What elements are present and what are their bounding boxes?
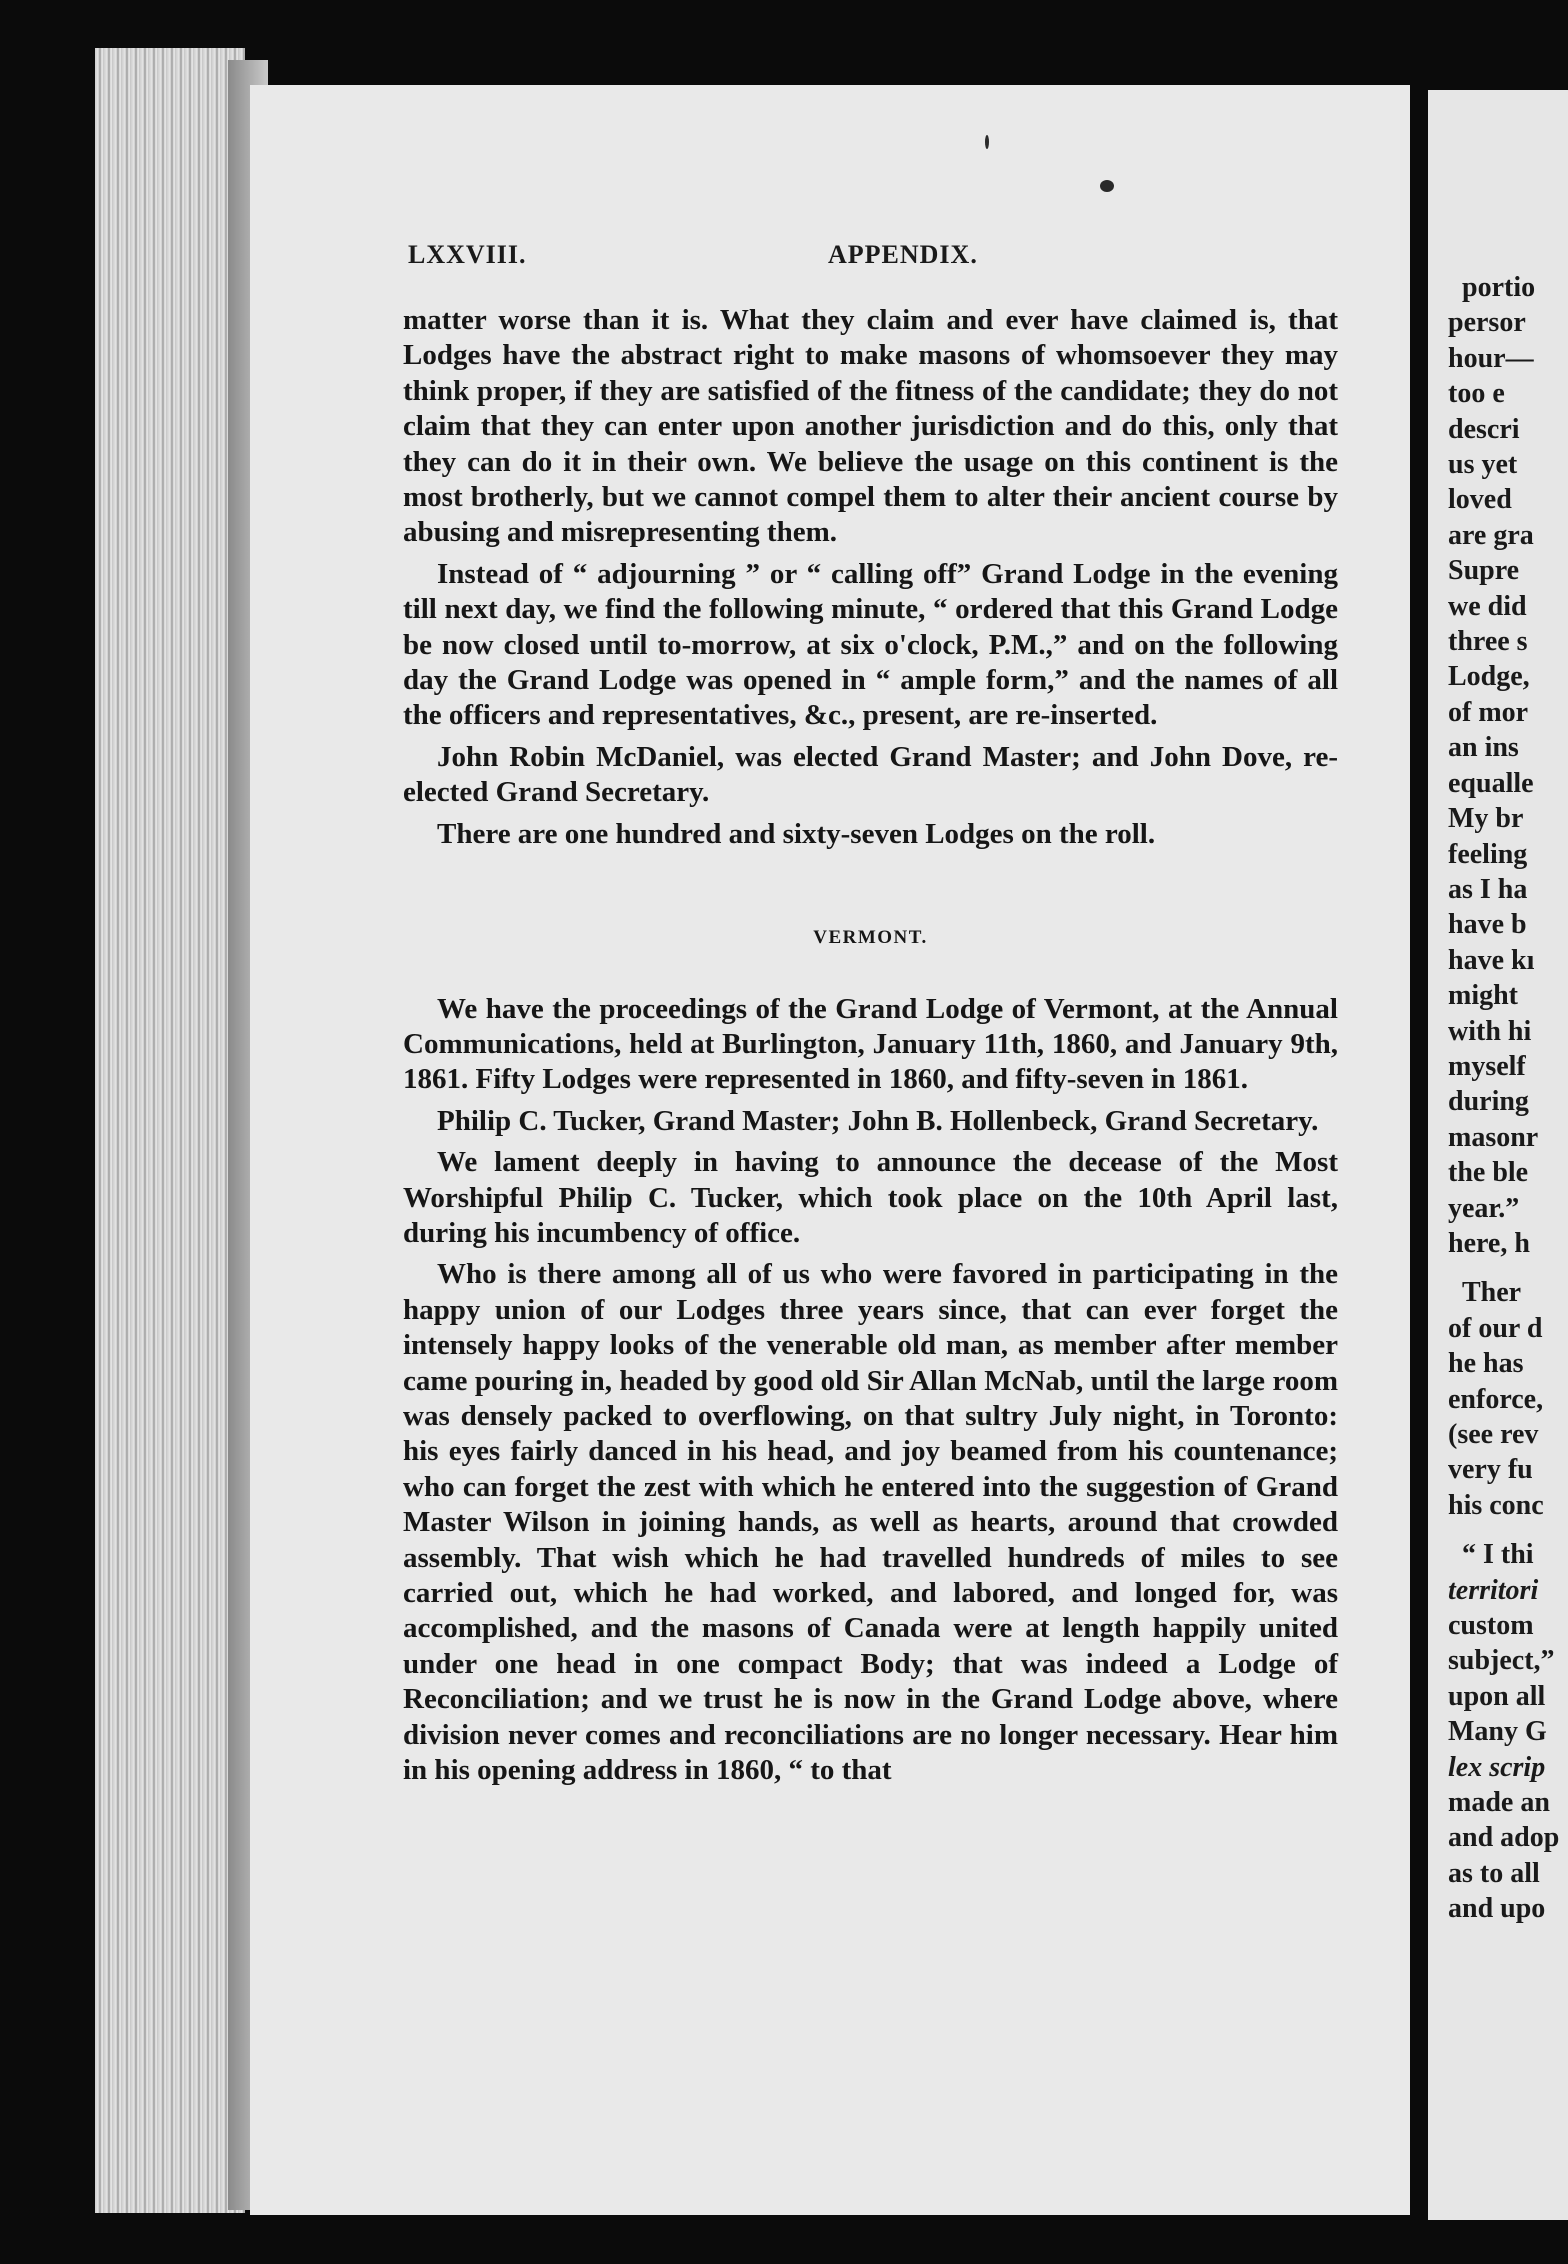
page-number: LXXVIII. <box>408 240 527 269</box>
facing-line: we did <box>1448 590 1527 622</box>
facing-line: the ble <box>1448 1157 1529 1189</box>
facing-line: descri <box>1448 413 1520 445</box>
facing-line: and upo <box>1448 1893 1546 1925</box>
facing-line: masonr <box>1448 1121 1539 1153</box>
paragraph: Instead of “ adjourning ” or “ calling off” Grand Lodge in the evening till next day, we find the following minute, “ ordered that this Grand Lodge be now closed until to-morrow, at six o'clock, P.M.,” and on the following day the Grand Lodge was opened in “ ample form,” and the names of all the officers and representatives, &c., present, are re-inserted. <box>403 557 1338 732</box>
facing-line: myself <box>1448 1050 1526 1082</box>
facing-line: custom <box>1448 1610 1534 1642</box>
facing-line: feeling <box>1448 838 1528 870</box>
ink-speck <box>985 135 989 149</box>
page-body <box>403 303 1338 1794</box>
gutter <box>1410 60 1428 2264</box>
facing-line: My br <box>1448 803 1524 835</box>
facing-line: Ther <box>1462 1277 1522 1309</box>
facing-line: an ins <box>1448 732 1519 764</box>
facing-line: loved <box>1448 484 1512 516</box>
facing-line: equalle <box>1448 767 1534 799</box>
paragraph: Philip C. Tucker, Grand Master; John B. Hollenbeck, Grand Secretary. <box>437 1104 1319 1137</box>
facing-line: “ I thi <box>1462 1539 1534 1571</box>
section-heading: VERMONT. <box>813 927 928 949</box>
facing-line: might <box>1448 980 1518 1012</box>
facing-line: subject,” <box>1448 1645 1555 1677</box>
facing-line: hour— <box>1448 342 1534 374</box>
facing-line: territori <box>1448 1574 1539 1606</box>
facing-line: and adop <box>1448 1822 1560 1854</box>
facing-line: here, h <box>1448 1227 1530 1259</box>
facing-line: (see rev <box>1448 1419 1539 1450</box>
facing-line: Supre <box>1448 555 1520 587</box>
running-head <box>408 240 1338 276</box>
facing-line: with hi <box>1448 1015 1532 1047</box>
facing-line: as to all <box>1448 1857 1540 1889</box>
facing-line: of our d <box>1448 1312 1543 1344</box>
facing-line: three s <box>1448 626 1528 658</box>
facing-line: are gra <box>1448 519 1534 551</box>
facing-line: very fu <box>1448 1454 1533 1486</box>
facing-line: he has <box>1448 1348 1524 1380</box>
facing-line: of mor <box>1448 696 1529 728</box>
paragraph: There are one hundred and sixty-seven Lodges on the roll. <box>437 817 1156 850</box>
ink-speck <box>1100 180 1114 192</box>
facing-page <box>1428 90 1568 2220</box>
facing-page-text <box>1448 270 1559 1927</box>
paragraph: We have the proceedings of the Grand Lodge of Vermont, at the Annual Communications, held at Burlington, January 11th, 1860, and January 9th, 1861. Fifty Lodges were represented in 1860, and fifty-seven in 1861. <box>403 992 1338 1096</box>
facing-line: portio <box>1462 272 1536 303</box>
running-title: APPENDIX. <box>828 240 978 269</box>
facing-line: made an <box>1448 1787 1550 1819</box>
paragraph: We lament deeply in having to announce the decease of the Most Worshipful Philip C. Tucker, which took place on the 10th April last, during his incumbency of office. <box>403 1146 1338 1249</box>
facing-line: Lodge, <box>1448 661 1530 693</box>
facing-line: lex scrip <box>1448 1751 1546 1783</box>
paragraph: John Robin McDaniel, was elected Grand Master; and John Dove, re-elected Grand Secretary. <box>403 740 1338 809</box>
facing-line: as I ha <box>1448 873 1528 905</box>
facing-line: have b <box>1448 909 1527 941</box>
facing-line: have kı <box>1448 944 1535 976</box>
facing-line: Many G <box>1448 1716 1547 1748</box>
facing-line: too e <box>1448 378 1505 410</box>
page-edges <box>95 48 245 2213</box>
facing-line: year.” <box>1448 1192 1520 1224</box>
facing-line: persor <box>1448 307 1526 339</box>
facing-line: enforce, <box>1448 1383 1544 1415</box>
facing-line: upon all <box>1448 1680 1546 1712</box>
facing-line: his conc <box>1448 1489 1544 1521</box>
facing-line: during <box>1448 1086 1529 1118</box>
paragraph: Who is there among all of us who were favored in participating in the happy union of our Lodges three years since, that can ever forget the intensely happy looks of the venerable old man, as member after member came pouring in, headed by good old Sir Allan McNab, until the large room was densely packed to overflowing, on that sultry July night, in Toronto: his eyes fairly danced in his head, and joy beamed from his countenance; who can forget the zest with which he entered into the suggestion of Grand Master Wilson in joining hands, as well as hearts, around that crowded assembly. That wish which he had travelled hundreds of miles to see carried out, which he had worked, and labored, and longed for, was accomplished, and the masons of Canada were at length happily united under one head in one compact Body; that was indeed a Lodge of Reconciliation; and we trust he is now in the Grand Lodge above, where division never comes and reconciliations are no longer necessary. Hear him in his opening address in 1860, “ to that <box>403 1258 1338 1787</box>
paragraph-continued: matter worse than it is. What they claim and ever have claimed is, that Lodges have the abstract right to make masons of whomsoever they may think proper, if they are satisfied of the fitness of the candidate; they do not claim that they can enter upon another jurisdiction and do this, only that they can do it in their own. We believe the usage on this continent is the most brotherly, but we cannot compel them to alter their ancient course by abusing and misrepresenting them. <box>403 304 1338 549</box>
facing-line: us yet <box>1448 449 1518 481</box>
